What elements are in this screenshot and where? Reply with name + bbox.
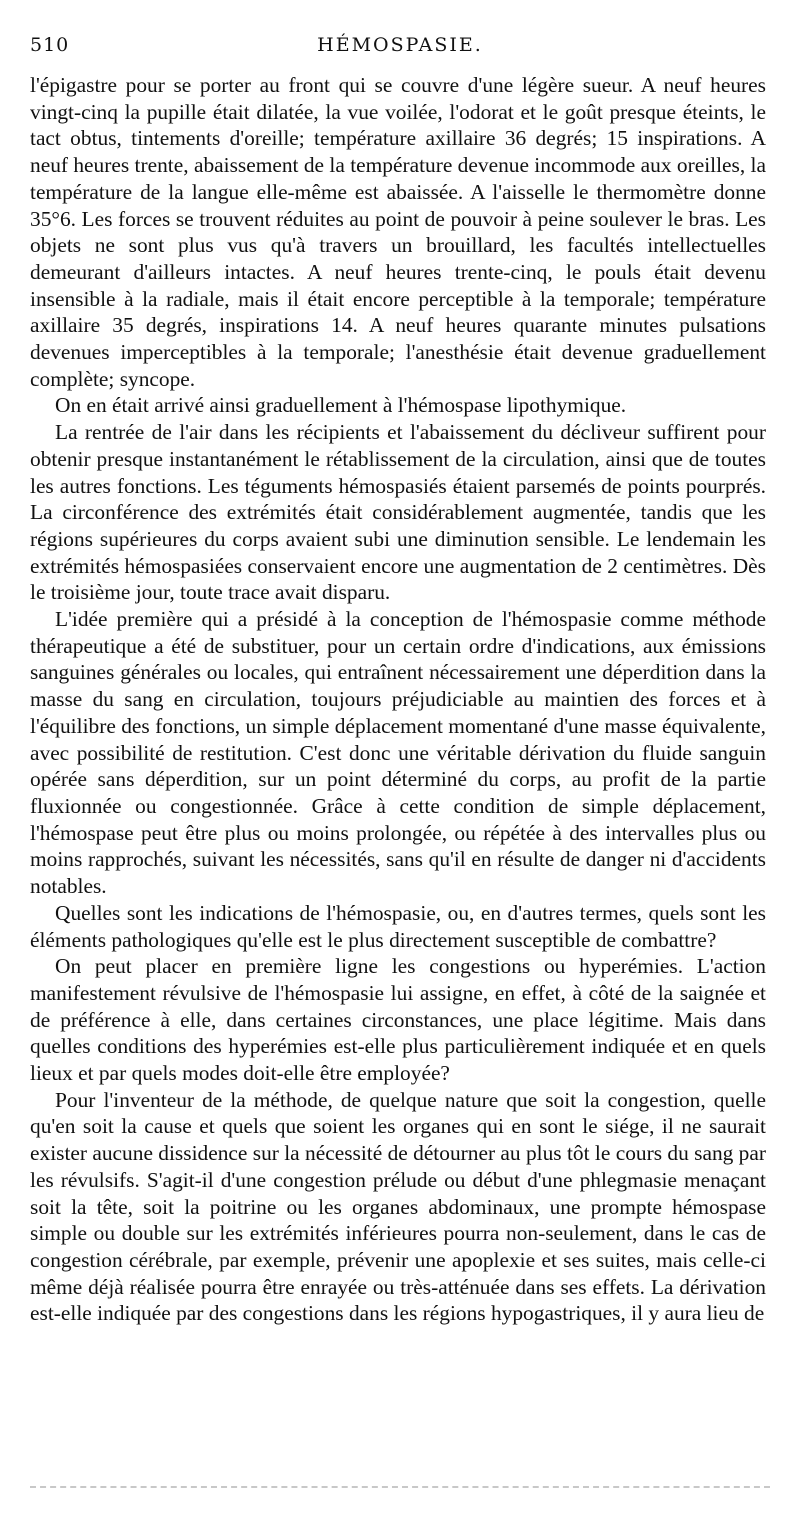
paragraph-indications-question: Quelles sont les indications de l'hémospasie, ou, en d'autres termes, quels sont les éléments pathologiques qu'elle est le plus directement susceptible de combattre? (30, 900, 766, 952)
paragraph-inventor-view: Pour l'inventeur de la méthode, de quelque nature que soit la congestion, quelle qu'en soit la cause et quels que soient les organes qui en sont le siége, il ne saurait exister aucune dissidence sur la nécessité de détourner au plus tôt le cours du sang par les révulsifs. S'agit-il d'une congestion prélude ou début d'une phlegmasie menaçant soit la tête, soit la poitrine ou les organes abdominaux, une prompte hémospase simple ou double sur les extrémités inférieures pourra non-seulement, dans le cas de congestion cérébrale, par exemple, prévenir une apoplexie et ses suites, mais celle-ci même déjà réalisée pourra être enrayée ou très-atténuée dans ses effets. La dérivation est-elle indiquée par des congestions dans les régions hypogastriques, il y aura lieu de (30, 1087, 766, 1326)
running-head (30, 28, 770, 60)
paragraph-circulation-restored: La rentrée de l'air dans les récipients et l'abaissement du décliveur suffirent pour obtenir presque instantanément le rétablissement de la circulation, ainsi que de toutes les autres fonctions. Les téguments hémospasiés étaient parsemés de points pourprés. La circonférence des extrémités était considérablement augmentée, tandis que les régions supérieures du corps avaient subi une diminution sensible. Le lendemain les extrémités hémospasiées conservaient encore une augmentation de 2 centimètres. Dès le troisième jour, toute trace avait disparu. (30, 420, 766, 605)
page-number: 510 (30, 34, 70, 56)
running-title: HÉMOSPASIE. (317, 34, 483, 56)
paragraph-therapeutic-idea: L'idée première qui a présidé à la conception de l'hémospasie comme méthode thérapeutique a été de substituer, pour un certain ordre d'indications, aux émissions sanguines générales ou locales, qui entraînent nécessairement une déperdition dans la masse du sang en circulation, toujours préjudiciable au maintien des forces et à l'équilibre des fonctions, un simple déplacement momentané d'une masse équivalente, avec possibilité de restitution. C'est donc une véritable dérivation du fluide sanguin opérée sans déperdition, sur un point déterminé du corps, au profit de la partie fluxionnée ou congestionnée. Grâce à cette condition de simple déplacement, l'hémospase peut être plus ou moins prolongée, ou répétée à des intervalles plus ou moins rapprochés, suivant les nécessités, sans qu'il en résulte de danger ni d'accidents notables. (30, 607, 766, 899)
paragraph-lipothymic-hemospase: On en était arrivé ainsi graduellement à l'hémospase lipothymique. (55, 393, 627, 418)
body-text (30, 72, 766, 1327)
paragraph-congestions: On peut placer en première ligne les congestions ou hyperémies. L'action manifestement révulsive de l'hémospasie lui assigne, en effet, à côté de la saignée et de préférence à elle, dans certaines circonstances, une place légitime. Mais dans quelles conditions des hyperémies est-elle plus particulièrement indiquée et en quels lieux et par quels modes doit-elle être employée? (30, 954, 766, 1086)
footer-rule (30, 1486, 770, 1488)
paragraph-experiment-continuation: l'épigastre pour se porter au front qui se couvre d'une légère sueur. A neuf heures vingt-cinq la pupille était dilatée, la vue voilée, l'odorat et le goût presque éteints, le tact obtus, tintements d'oreille; température axillaire 36 degrés; 15 inspirations. A neuf heures trente, abaissement de la température devenue incommode aux oreilles, la température de la langue elle-même est abaissée. A l'aisselle le thermomètre donne 35°6. Les forces se trouvent réduites au point de pouvoir à peine soulever le bras. Les objets ne sont plus vus qu'à travers un brouillard, les facultés intellectuelles demeurant d'ailleurs intactes. A neuf heures trente-cinq, le pouls était devenu insensible à la radiale, mais il était encore perceptible à la temporale; température axillaire 35 degrés, inspirations 14. A neuf heures quarante minutes pulsations devenues imperceptibles à la temporale; l'anesthésie était devenue graduellement complète; syncope. (30, 73, 766, 391)
